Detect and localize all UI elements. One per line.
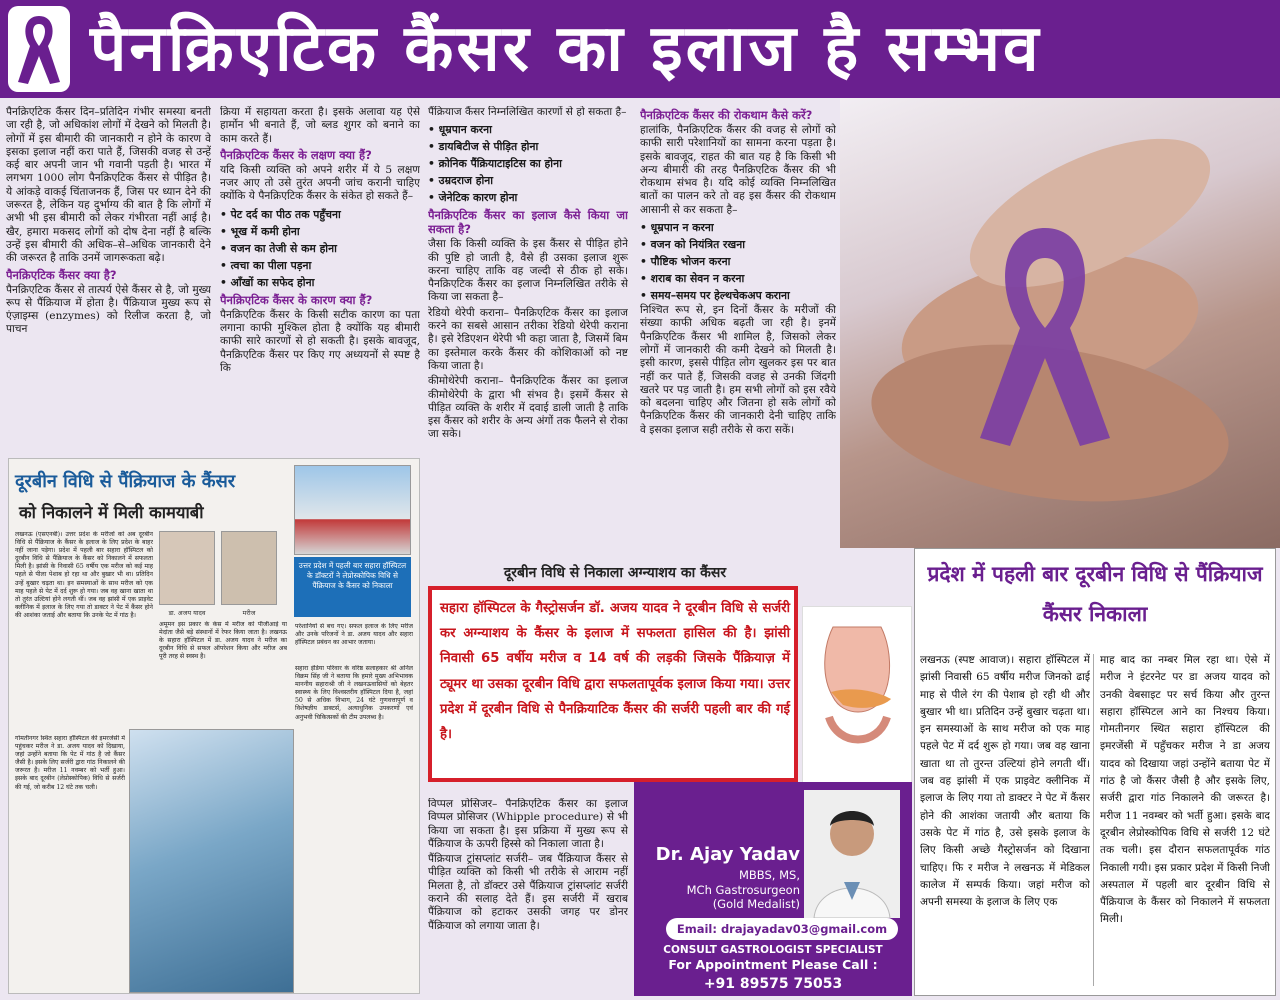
symptoms-intro: यदि किसी व्यक्ति को अपने शरीर में ये 5 लक्षण नजर आए तो उसे तुरंत अपनी जांच करानी चाहिए क्योंकि ये पैनक्रिएटिक कैंसर के संकेत हो सकते हैं– (220, 163, 420, 203)
symptoms-list (220, 206, 420, 291)
consult-label: CONSULT GASTROLOGIST SPECIALIST (663, 944, 883, 956)
page-header (0, 0, 1280, 98)
list-item: • धूम्रपान करना (428, 121, 628, 138)
highlight-text: सहारा हॉस्पिटल के गैस्ट्रोसर्जन डॉ. अजय यादव ने दूरबीन विधि से सर्जरी कर अग्न्याशय के कैंसर के इलाज में सफलता हासिल की है। झांसी निवासी 65 वर्षीय मरीज व 14 वर्ष की लड़की जिसके पैंक्रियाज़ में ट्यूमर था उसका दूरबीन विधि द्वारा सफलतापूर्वक इलाज किया गया। उत्तर प्रदेश में दूरबीन विधि से पैनक्रियाटिक कैंसर की सर्जरी पहली बार की गई है। (440, 601, 790, 743)
article-column-2 (220, 106, 420, 456)
right-article-column-a: लखनऊ (स्पष्ट आवाज)। सहारा हॉस्पिटल में झांसी निवासी 65 वर्षीय मरीज जिनको ढाई माह से पीले रंग की पेशाब हो रही थी और बुखार भी था। प्रतिदिन उन्हें बुखार चढ़ता था। इन समस्याओं के साथ मरीज को एक माह पहले पेट में दर्द शुरू हो गया। जब वह खाना खाता था तो तुरन्त उल्टियां होने लगती थीं। जब वह झांसी में एक प्राइवेट क्लीनिक में इलाज के लिए गया तो डाक्टर ने पेट में कैंसर होने की आशंका जतायी और बताया कि उसके पेट में गांठ है, उसे इसके इलाज के लिए किसी अच्छे गैस्ट्रोसर्जन को दिखाना चाहिए। फि र मरीज ने लखनऊ में मेडिकल कालेज में सम्पर्क किया। जहां मरीज को अपनी समस्या के इलाज के लिए एक (920, 654, 1090, 909)
list-item: • पौष्टिक भोजन करना (640, 253, 836, 270)
prevention-paragraph: हालांकि, पैनक्रिएटिक कैंसर की वजह से लोगों को काफी सारी परेशानियों का सामना करना पड़ता है। इसके बावजूद, राहत की बात यह है कि किसी भी अन्य बीमारी की तरह पैनक्रिएटिक कैंसर की भी रोकथाम संभव है। यदि कोई व्यक्ति निम्नलिखित बातों का पालन करे तो वह इस कैंसर की रोकथाम आसानी से कर सकता है– (640, 124, 836, 216)
symptoms-heading: पैनक्रिएटिक कैंसर के लक्षण क्या हैं? (220, 147, 372, 162)
list-item: • पेट दर्द का पीठ तक पहुँचना (220, 206, 420, 223)
highlight-title: दूरबीन विधि से निकाला अग्न्याशय का कैंसर (503, 565, 727, 581)
doctor-photo-small (159, 531, 215, 605)
hospital-building-image (294, 465, 411, 555)
list-item: • भूख में कमी होना (220, 223, 420, 240)
list-item: • क्रोनिक पैंक्रियाटाइटिस का होना (428, 155, 628, 172)
treatment-paragraph: जैसा कि किसी व्यक्ति के इस कैंसर से पीड़ित होने की पुष्टि हो जाती है, वैसे ही उसका इलाज शुरू करना चाहिए ताकि वह जल्दी से ठीक हो सके। पैनक्रिएटिक कैंसर का इलाज निम्नलिखित तरीके से किया जा सकता है– (428, 238, 628, 304)
clipping-column-c: परेशानियों से बच गए। सफल इलाज के लिए मरीज और उनके परिजनों ने डा. अजय यादव और सहारा हॉस्पिटल प्रबंधन का आभार जताया। (295, 623, 413, 647)
right-article-column-b: माह बाद का नम्बर मिल रहा था। ऐसे में मरीज ने इंटरनेट पर डा अजय यादव को उनकी वेबसाइट पर सर्च किया और तुरन्त सहारा हॉस्पिटल आने का निश्चय किया। गोमतीनगर स्थित सहारा हॉस्पिटल की इमरजेंसी में पहुँचकर मरीज ने डा अजय यादव को दिखाया जहां उन्होंने बताया पेट में गांठ है जो कैंसर जैसी है और इसके लिए, सर्जरी द्वारा गांठ निकालने की जरूरत है। मरीज 11 नवम्बर को भर्ती हुआ। इसके बाद दूरबीन लेप्रोस्कोपिक विधि से सर्जरी 12 घंटे तक चली। इस दौरान सफलतापूर्वक गांठ निकाली गयी। इस प्रकार प्रदेश में किसी निजी अस्पताल में पहली बार दूरबीन विधि से पैंक्रियाज के कैंसर को निकालने में सफलता मिली। (1100, 654, 1270, 926)
what-is-paragraph: पैनक्रिएटिक कैंसर से तात्पर्य ऐसे कैंसर से है, जो मुख्य रूप से पैंक्रियाज में होता है। पैंक्रियाज मुख्य रूप से एंज़ाइम्स (enzymes) को रिलीज करता है, जो पाचन (6, 283, 211, 336)
list-item: • वजन को नियंत्रित रखना (640, 236, 836, 253)
treatment-heading: पैनक्रिएटिक कैंसर का इलाज कैसे किया जा सकता है? (428, 208, 628, 237)
page-title: पैनक्रिएटिक कैंसर का इलाज है सम्भव (90, 12, 1042, 86)
patient-caption: मरीज (242, 609, 256, 617)
list-item: • समय–समय पर हेल्थचेकअप कराना (640, 287, 836, 304)
intro-paragraph: पैनक्रिएटिक कैंसर दिन–प्रतिदिन गंभीर समस्या बनती जा रही है, जो अधिकांश लोगों में देखने को मिलती है। लोगों में इस बीमारी की जानकारी न होने के कारण वे इसका इलाज नहीं करा पाते हैं, जिसकी वजह से उन्हें कई बार अपनी जान भी गवानी पड़ती है। भारत में लगभग 1000 लोग पैनक्रिएटिक कैंसर से पीड़ित है। ये आंकड़े वाकई चिंताजनक हैं, जिस पर ध्यान देने की जरूरत है, लेकिन यह दुर्भाग्य की बात है कि लोगों में अभी भी इस बीमारी को लेकर गंभीरता नहीं आई है। खैर, हमारा मकसद लोगों को दोष देना नहीं है बल्कि उन्हें इस बीमारी की अधिक–से–अधिक जानकारी देने की जरूरत है ताकि उनमें जागरूकता बढ़े। (6, 106, 211, 265)
article-column-1 (6, 106, 211, 456)
doctor-email[interactable]: Email: drajayadav03@gmail.com (666, 918, 898, 940)
causes-paragraph: पैनक्रिएटिक कैंसर के किसी सटीक कारण का पता लगाना काफी मुश्किल होता है क्योंकि यह बीमारी काफी सारे कारणों से हो सकती है। इसके बावजूद, पैनक्रिएटिक कैंसर पर किए गए अध्ययनों से स्पष्ट है कि (220, 308, 420, 374)
purple-ribbon-icon (960, 218, 1130, 448)
doctor-degrees (640, 868, 800, 912)
list-item: • आँखों का सफेद होना (220, 274, 420, 291)
doctor-contact-box (634, 782, 912, 996)
prevention-heading: पैनक्रिएटिक कैंसर की रोकथाम कैसे करें? (640, 108, 813, 122)
whipple-paragraph: विप्पल प्रोसिजर– पैनक्रिएटिक कैंसर का इलाज विप्पल प्रोसिजर (Whipple procedure) से भी किया जा सकता है। इस प्रक्रिया में मुख्य रूप से पैंक्रियाज के ऊपरी हिस्से को निकाला जाता है। (428, 798, 628, 850)
degree-line: MBBS, MS, (739, 868, 800, 882)
ribbon-logo (8, 6, 70, 92)
clipping-photo-caption: उत्तर प्रदेश में पहली बार सहारा हॉस्पिटल के डॉक्टरों ने लेप्रोस्कोपिक विधि से पैंक्रियाज के कैंसर को निकाला (294, 557, 411, 617)
prevention-list (640, 219, 836, 304)
highlight-box (428, 586, 798, 782)
causes-heading: पैनक्रिएटिक कैंसर के कारण क्या हैं? (220, 292, 373, 307)
list-item: • त्वचा का पीला पड़ना (220, 257, 420, 274)
patient-photo-small (221, 531, 277, 605)
clipping-column-b: अमूमन इस प्रकार के केस में मरीज को पीजीआई या मेदांता जैसे बड़े संस्थानों में रेफर किया जाता है। लखनऊ के सहारा हॉस्पिटल में डा. अजय यादव ने मरीज का दूरबीन विधि से सफल ऑपरेशन किया और मरीज अब पूरी तरह से स्वस्थ है। (159, 621, 287, 661)
list-item: • जेनेटिक कारण होना (428, 189, 628, 206)
doctor-caption: डा. अजय यादव (168, 609, 206, 617)
col3-intro: पैंक्रियाज कैंसर निम्नलिखित कारणों से हो सकता है– (428, 106, 627, 118)
list-item: • उम्रदराज होना (428, 172, 628, 189)
clipping-column-e: गोमतीनगर स्थित सहारा हॉस्पिटल की इमरजेंसी में पहुंचकर मरीज ने डा. अजय यादव को दिखाया, जहां उन्होंने बताया कि पेट में गांठ है जो कैंसर जैसी है। इसके लिए सर्जरी द्वारा गांठ निकालने की जरूरत है। मरीज 11 नवम्बर को भर्ती हुआ। इसके बाद दूरबीन (लेप्रोस्कोपिक) विधि से सर्जरी की गई, जो करीब 12 घंटे तक चली। (15, 735, 125, 791)
awareness-ribbon-icon (14, 12, 64, 86)
list-item: • शराब का सेवन न करना (640, 270, 836, 287)
phone-number[interactable]: +91 89575 75053 (703, 976, 843, 992)
degree-line: (Gold Medalist) (712, 897, 800, 911)
list-item: • डायबिटीज से पीड़ित होना (428, 138, 628, 155)
clipping-headline: दूरबीन विधि से पैंक्रियाज के कैंसर (15, 471, 236, 492)
transplant-paragraph: पैंक्रियाज ट्रांसप्लांट सर्जरी– जब पैंक्रियाज कैंसर से पीड़ित व्यक्ति को किसी भी तरीके से आराम नहीं मिलता है, तो डॉक्टर उसे पैंक्रियाज ट्रांसप्लांट सर्जरी कराने की सलाह देते हैं। इस सर्जरी में खराब पैंक्रियाज को हटाकर उसकी जगह पर डोनर पैंक्रियाज को लगाया जाता है। (428, 853, 628, 932)
clipping-column-d: सहारा इंडिया परिवार के वरिष्ठ सलाहकार श्री अनिल विक्रम सिंह जी ने बताया कि हमारे मुख्य अभिभावक माननीय सहाराश्री जी ने लखनऊवासियों को बेहतर स्वास्थ्य के लिए विश्वस्तरीय हॉस्पिटल दिया है, जहां 50 से अधिक विभाग, 24 घंटे गुणवत्तापूर्ण व विशेषज्ञीय डाक्टर्स, अत्याधुनिक उपकरणों एवं अनुभवी चिकित्सकों की टीम उपलब्ध है। (295, 665, 413, 721)
doctor-name: Dr. Ajay Yadav (655, 844, 800, 865)
newspaper-clipping (8, 458, 420, 994)
whipple-section (428, 798, 628, 996)
hands-ribbon-photo (840, 98, 1280, 548)
digestive-system-illustration (802, 606, 912, 786)
appointment-label: For Appointment Please Call : (668, 957, 878, 972)
closing-paragraph: निश्चित रूप से, इन दिनों कैंसर के मरीजों की संख्या काफी अधिक बढ़ती जा रही है। इनमें पैनक्रिएटिक कैंसर भी शामिल है, जिसको लेकर लोगों में जानकारी की कमी देखने को मिलती है। इसी कारण, इससे पीड़ित लोग खुलकर इस पर बात नहीं कर पाते हैं, जिसकी वजह से उनकी जिंदगी खतरे पर पड़ जाती है। हम सभी लोगों को इस रवैये को बदलना चाहिए और जितना हो सके लोगों को पैनक्रिएटिक कैंसर की जानकारी देनी चाहिए ताकि वे इसका इलाज सही तरीके से करा सकें। (640, 304, 836, 436)
what-is-heading: पैनक्रिएटिक कैंसर क्या है? (6, 267, 117, 282)
clipping-subheadline: को निकालने में मिली कामयाबी (19, 503, 204, 522)
degree-line: MCh Gastrosurgeon (686, 882, 800, 897)
chemo-paragraph: कीमोथेरेपी कराना– पैनक्रिएटिक कैंसर का इलाज कीमोथेरेपी के द्वारा भी संभव है। इसमें कैंसर से पीड़ित व्यक्ति के शरीर में दवाई डाली जाती है ताकि इस कैंसर को शरीर के अन्य अंगों तक फैलने से रोका जा सके। (428, 375, 628, 441)
column-divider (1093, 654, 1094, 986)
list-item: • धूम्रपान न करना (640, 219, 836, 236)
col2-intro: क्रिया में सहायता करता है। इसके अलावा यह ऐसे हार्मोन भी बनाते हैं, जो ब्लड शुगर को बनाने का काम करते हैं। (220, 106, 420, 145)
radio-therapy-paragraph: रेडियो थेरेपी कराना– पैनक्रिएटिक कैंसर का इलाज करने का सबसे आसान तरीका रेडियो थेरेपी कराना है। इसे रेडिएशन थेरेपी भी कहा जाता है, जिसमें बिम का इस्तेमाल करके कैंसर की कोशिकाओं को नष्ट किया जाता है। (428, 306, 628, 372)
list-item: • वजन का तेजी से कम होना (220, 240, 420, 257)
doctor-portrait-icon (804, 790, 900, 918)
surgery-photo (129, 729, 294, 993)
article-column-4 (640, 106, 836, 558)
doctor-photo (804, 790, 900, 918)
pancreas-diagram-icon (803, 607, 911, 785)
right-article-title: प्रदेश में पहली बार दूरबीन विधि से पैंक्रियाज कैंसर निकाला (927, 562, 1263, 626)
causes-list (428, 121, 628, 206)
clipping-column-a: लखनऊ (एसएनबी)। उत्तर प्रदेश के मरीजों को अब दूरबीन विधि से पैंक्रियाज के कैंसर के इलाज के लिए प्रदेश के बाहर नहीं जाना पड़ेगा। प्रदेश में पहली बार सहारा हॉस्पिटल को दूरबीन विधि से पैंक्रियाज के कैंसर को निकालने में सफलता मिली है। झांसी के निवासी 65 वर्षीय एक मरीज को कई माह पहले से पीला पेशाब हो रहा था और बुखार भी था। प्रतिदिन उन्हें बुखार चढ़ता था। इन समस्याओं के साथ मरीज को एक माह पहले से पेट में दर्द शुरू हो गया। जब वह खाना खाता था तो तुरंत उल्टियां होने लगती थीं। जब वह झांसी में एक प्राइवेट क्लीनिक में इलाज के लिए गया तो डाक्टर ने पेट में कैंसर होने की आशंका जताई और बताया कि उनके पेट में गांठ है। (15, 531, 153, 619)
article-column-3 (428, 106, 628, 546)
